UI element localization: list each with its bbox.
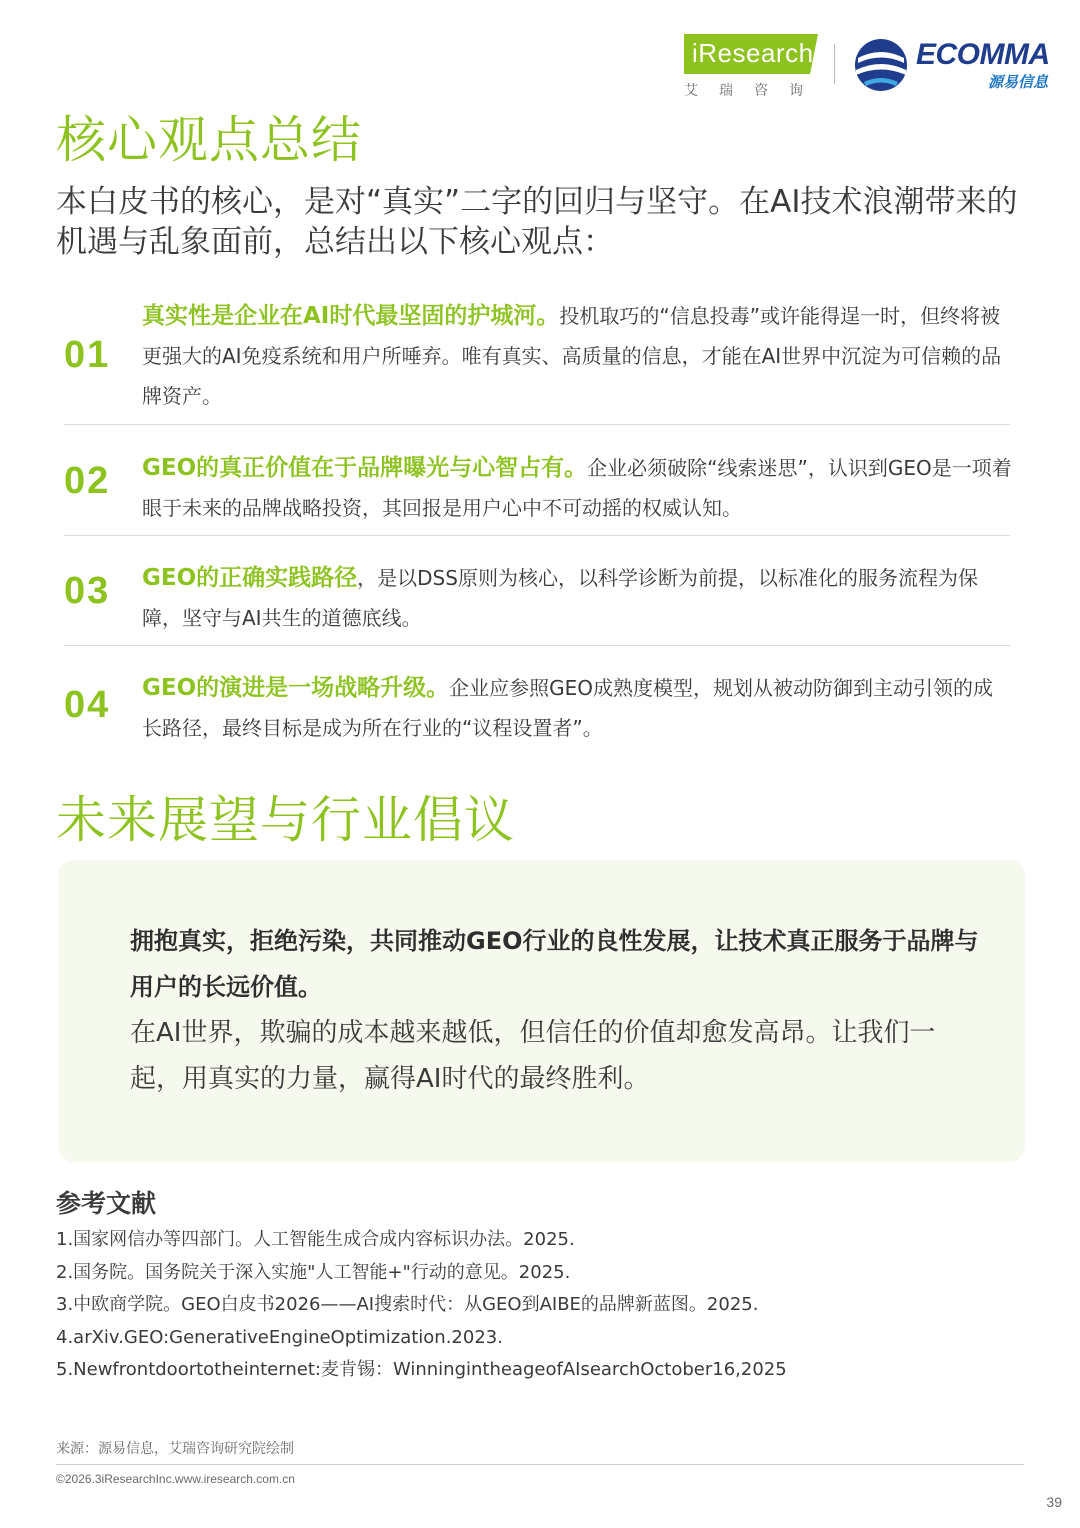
iresearch-logo-text: iResearch	[692, 38, 814, 68]
point-number: 02	[64, 460, 111, 502]
core-intro: 本白皮书的核心，是对“真实”二字的回归与坚守。在AI技术浪潮带来的机遇与乱象面前，总结出以下核心观点：	[56, 184, 1018, 260]
ecomma-globe-icon	[852, 36, 910, 94]
reference-item: 3.中欧商学院。GEO白皮书2026——AI搜索时代：从GEO到AIBE的品牌新蓝图。2025.	[56, 1294, 759, 1315]
callout-body: 在AI世界，欺骗的成本越来越低，但信任的价值却愈发高昂。让我们一起，用真实的力量，赢得AI时代的最终胜利。	[130, 1018, 936, 1094]
iresearch-logo	[684, 34, 824, 104]
references-title: 参考文献	[56, 1189, 157, 1218]
point-text	[142, 448, 1012, 528]
point-highlight: GEO的正确实践路径	[142, 565, 358, 591]
point-body: ，是以DSS原则为核心，以科学诊断为前提，以标准化的服务流程为保障，坚守与AI共生的道德底线。	[142, 566, 978, 630]
page-number: 39	[1046, 1494, 1062, 1510]
ecomma-logo	[852, 36, 1058, 94]
point-divider	[64, 535, 1010, 536]
point-number: 03	[64, 570, 111, 612]
point-text	[142, 558, 1012, 638]
point-highlight: 真实性是企业在AI时代最坚固的护城河。	[142, 303, 560, 329]
ecomma-logo-cn: 源易信息	[988, 73, 1049, 91]
point-body: 企业应参照GEO成熟度模型，规划从被动防御到主动引领的成长路径，最终目标是成为所在行业的“议程设置者”。	[142, 676, 994, 740]
future-section-title: 未来展望与行业倡议	[56, 791, 515, 849]
reference-item: 1.国家网信办等四部门。人工智能生成合成内容标识办法。2025.	[56, 1229, 575, 1250]
point-text	[142, 296, 1012, 416]
references-list	[56, 1224, 1036, 1387]
point-body: 投机取巧的“信息投毒”或许能得逞一时，但终将被更强大的AI免疫系统和用户所唾弃。唯有真实、高质量的信息，才能在AI世界中沉淀为可信赖的品牌资产。	[142, 304, 1002, 408]
core-point	[64, 448, 1010, 532]
reference-item: 2.国务院。国务院关于深入实施"人工智能+"行动的意见。2025.	[56, 1261, 571, 1283]
reference-item: 4.arXiv.GEO:GenerativeEngineOptimization.2023.	[56, 1326, 503, 1348]
callout-headline: 拥抱真实，拒绝污染，共同推动GEO行业的良性发展，让技术真正服务于品牌与用户的长远价值。	[130, 927, 979, 1001]
point-text	[142, 668, 1012, 748]
point-divider	[64, 645, 1010, 646]
ecomma-logo-text: ECOMMA	[916, 38, 1050, 71]
source-note: 来源：源易信息，艾瑞咨询研究院绘制	[56, 1441, 294, 1457]
initiative-callout	[58, 860, 1025, 1162]
point-highlight: GEO的真正价值在于品牌曝光与心智占有。	[142, 455, 588, 481]
reference-item: 5.Newfrontdoortotheinternet:麦肯锡：WinningintheageofAIsearchOctober16,2025	[56, 1359, 787, 1380]
iresearch-logo-cn: 艾瑞咨询	[684, 83, 824, 99]
core-section-title: 核心观点总结	[56, 111, 362, 169]
point-number: 01	[64, 334, 111, 376]
point-number: 04	[64, 684, 111, 726]
core-point	[64, 296, 1010, 418]
core-point	[64, 668, 1010, 752]
logo-divider	[834, 44, 835, 84]
copyright: ©2026.3iResearchInc.www.iresearch.com.cn	[56, 1472, 295, 1486]
footer-divider	[56, 1464, 1024, 1465]
point-highlight: GEO的演进是一场战略升级。	[142, 675, 450, 701]
core-point	[64, 558, 1010, 642]
point-body: 企业必须破除“线索迷思”，认识到GEO是一项着眼于未来的品牌战略投资，其回报是用户心中不可动摇的权威认知。	[142, 456, 1012, 520]
point-divider	[64, 424, 1010, 425]
